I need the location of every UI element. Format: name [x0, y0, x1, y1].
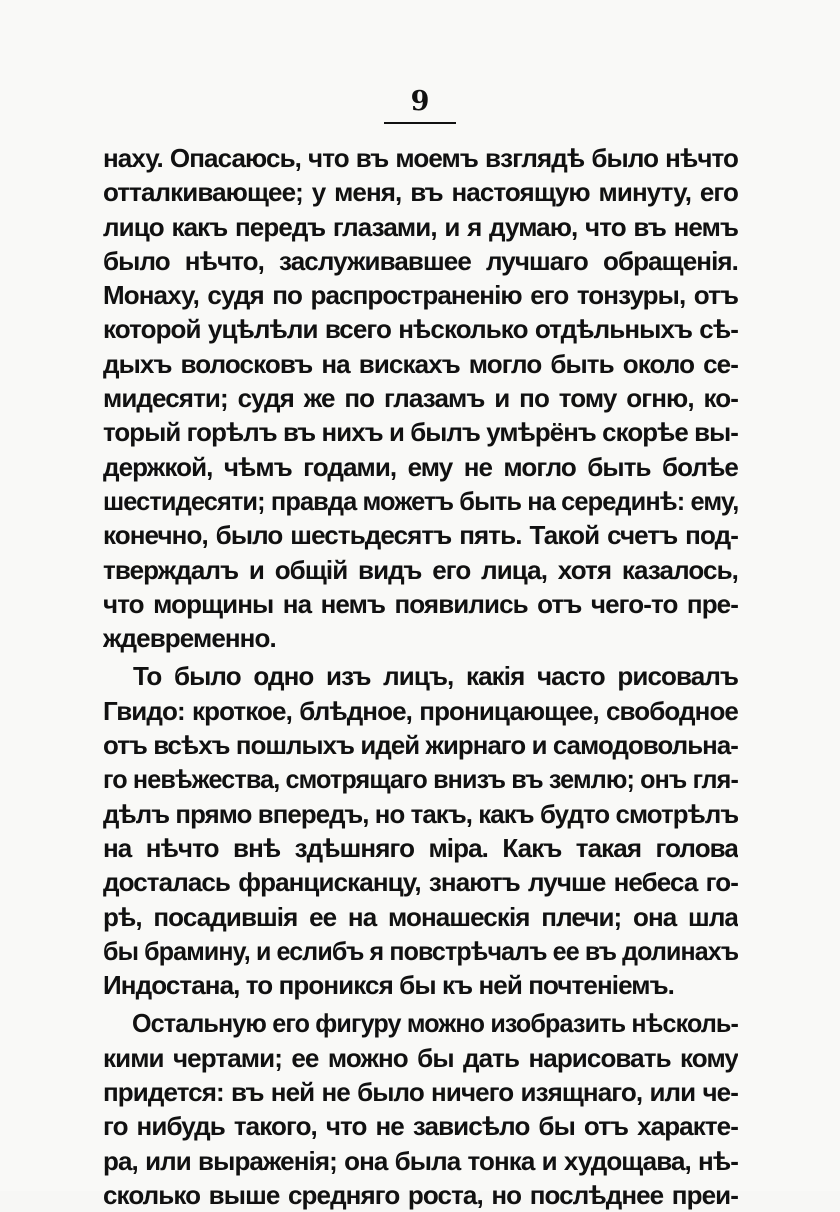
text-line: кими чертами; ее можно бы дать нарисовать кому	[103, 1042, 738, 1073]
text-line: дыхъ волосковъ на вискахъ могло быть около се-	[103, 348, 738, 379]
text-line: Монаху, судя по распространенію его тонзуры, отъ	[103, 280, 738, 311]
text-line: придется: въ ней не было ничего изящнаго, или че-	[103, 1077, 738, 1108]
text-line: лицо какъ передъ глазами, и я думаю, что въ немъ	[103, 211, 738, 242]
text-line: что морщины на немъ появились отъ чего-то пре-	[103, 588, 738, 619]
text-line: ждевременно.	[103, 623, 276, 654]
text-line: отталкивающее; у меня, въ настоящую минуту, его	[103, 177, 738, 208]
text-line: го невѣжества, смотрящаго внизъ въ землю; онъ гля-	[103, 764, 738, 795]
paragraph	[103, 1006, 738, 1212]
text-line: бы брамину, и еслибъ я повстрѣчалъ ее въ долинахъ	[103, 935, 738, 966]
text-line: конечно, было шестьдесятъ пять. Такой счетъ под-	[103, 520, 738, 551]
page-number-rule	[384, 122, 456, 124]
text-line: То было одно изъ лицъ, какія часто рисовалъ	[133, 661, 738, 692]
text-line: Остальную его фигуру можно изобразить нѣсколь-	[131, 1008, 738, 1039]
body-text	[103, 141, 738, 1212]
text-line: тверждалъ и общій видъ его лица, хотя казалось,	[103, 554, 738, 585]
page-number: 9	[410, 86, 430, 117]
text-line: дѣлъ прямо впередъ, но такъ, какъ будто смотрѣлъ	[103, 798, 738, 829]
text-line: мидесяти; судя же по глазамъ и по тому огню, ко-	[103, 383, 738, 414]
text-line: Гвидо: кроткое, блѣдное, проницающее, свободное	[103, 695, 738, 726]
text-line: Индостана, то проникся бы къ ней почтеніемъ.	[103, 970, 675, 1001]
text-line: досталась францисканцу, знаютъ лучше небеса го-	[103, 867, 738, 898]
text-line: которой уцѣлѣли всего нѣсколько отдѣльныхъ сѣ-	[103, 314, 738, 345]
text-line: держкой, чѣмъ годами, ему не могло быть болѣе	[103, 451, 738, 482]
text-line: наху. Опасаюсь, что въ моемъ взглядѣ было нѣчто	[103, 143, 738, 173]
text-line: сколько выше средняго роста, но послѣднее преи-	[103, 1179, 738, 1210]
text-line: торый горѣлъ въ нихъ и былъ умѣрёнъ скорѣе вы-	[103, 417, 738, 448]
text-line: шестидесяти; правда можетъ быть на серединѣ: ему,	[103, 485, 738, 516]
text-line: на нѣчто внѣ здѣшняго міра. Какъ такая голова	[103, 832, 738, 863]
text-line: рѣ, посадившія ее на монашескія плечи; она шла	[103, 901, 738, 932]
text-line: было нѣчто, заслуживавшее лучшаго обращенія.	[103, 245, 738, 276]
text-line: отъ всѣхъ пошлыхъ идей жирнаго и самодовольна-	[103, 730, 738, 761]
text-line: ра, или выраженія; она была тонка и худощава, нѣ-	[103, 1145, 738, 1176]
paragraph	[103, 141, 738, 655]
text-line: го нибудь такого, что не зависѣло бы отъ характе-	[103, 1111, 738, 1142]
paragraph	[103, 659, 738, 1002]
